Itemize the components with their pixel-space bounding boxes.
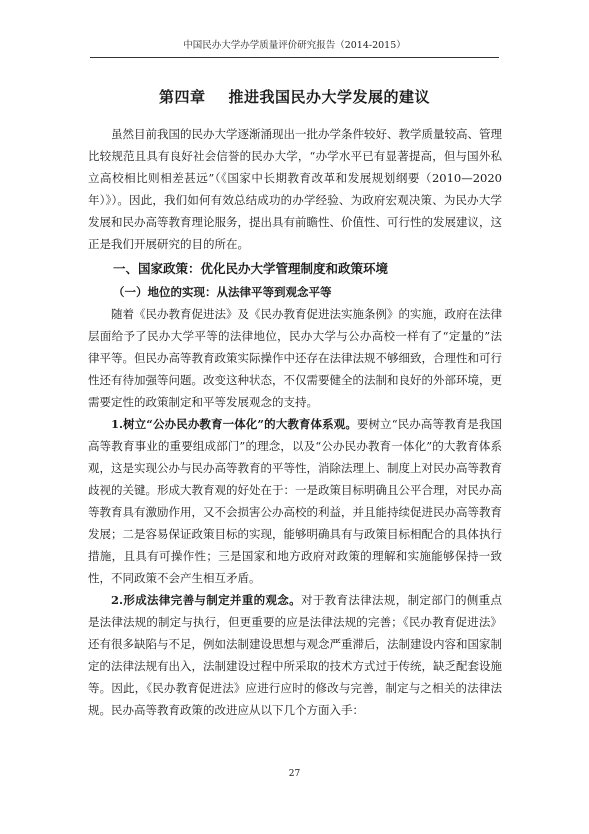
item-2-lead: 2.形成法律完善与制定并重的观念。 [111, 593, 301, 607]
item-2-text: 对于教育法律法规，制定部门的侧重点是法律法规的制定与执行，但更重要的应是法律法规的完善；《民办教育促进法》还有很多缺陷与不足，例如法制建设思想与观念严重滞后，法制建设内容和国家制定的法律法规有出入，法制建设过程中所采取的技术方式过于传统，缺乏配套设施等。因此，《民办教育促进法》应进行应时的修改与完善，制定与之相关的法律法规。民办高等教育政策的改进应从以下几个方面入手： [88, 593, 502, 717]
subsection-paragraph: 随着《民办教育促进法》及《民办教育促进法实施条例》的实施，政府在法律层面给予了民办大学平等的法律地位，民办大学与公办高校一样有了“定量的”法律平等。但民办高等教育政策实际操作中还存在法律法规不够细致，合理性和可行性还有待加强等问题。改变这种状态，不仅需要健全的法制和良好的外部环境，更需要定性的政策制定和平等发展观念的支持。 [88, 307, 502, 409]
subsection-heading: （一）地位的实现：从法律平等到观念平等 [113, 285, 332, 299]
chapter-number: 第四章 [159, 88, 206, 106]
chapter-title [90, 87, 499, 107]
item-1-lead: 1.树立“公办民办教育一体化”的大教育体系观。 [111, 417, 357, 431]
numbered-item-1 [88, 413, 502, 589]
chapter-title-text: 推进我国民办大学发展的建议 [228, 88, 430, 106]
intro-paragraph: 虽然目前我国的民办大学逐渐涌现出一批办学条件较好、教学质量较高、管理比较规范且具有良好社会信誉的民办大学，“办学水平已有显著提高，但与国外私立高校相比则相差甚远”（《国家中长期教育改革和发展规划纲要（2010—2020年）》）。因此，我们如何有效总结成功的办学经验、为政府宏观决策、为民办大学发展和民办高等教育理论服务，提出具有前瞻性、价值性、可行性的发展建议，这正是我们开展研究的目的所在。 [88, 127, 502, 251]
body-text [88, 123, 502, 721]
header-rule [90, 57, 499, 58]
page-number: 27 [288, 769, 301, 779]
running-header: 中国民办大学办学质量评价研究报告（2014-2015） [183, 40, 406, 51]
section-heading: 一、国家政策：优化民办大学管理制度和政策环境 [113, 261, 389, 276]
numbered-item-2 [88, 589, 502, 721]
item-1-text: 要树立“民办高等教育是我国高等教育事业的重要组成部门”的理念，以及“公办民办教育一体化”的大教育体系观，这是实现公办与民办高等教育的平等性，消除法理上、制度上对民办高等教育歧视的关键。形成大教育观的好处在于：一是政策目标明确且公平合理，对民办高等教育具有激励作用，又不会损害公办高校的利益，并且能持续促进民办高等教育发展；二是容易保证政策目标的实现，能够明确具有与政策目标相配合的具体执行措施，且具有可操作性；三是国家和地方政府对政策的理解和实施能够保持一致性，不同政策不会产生相互矛盾。 [88, 417, 502, 585]
